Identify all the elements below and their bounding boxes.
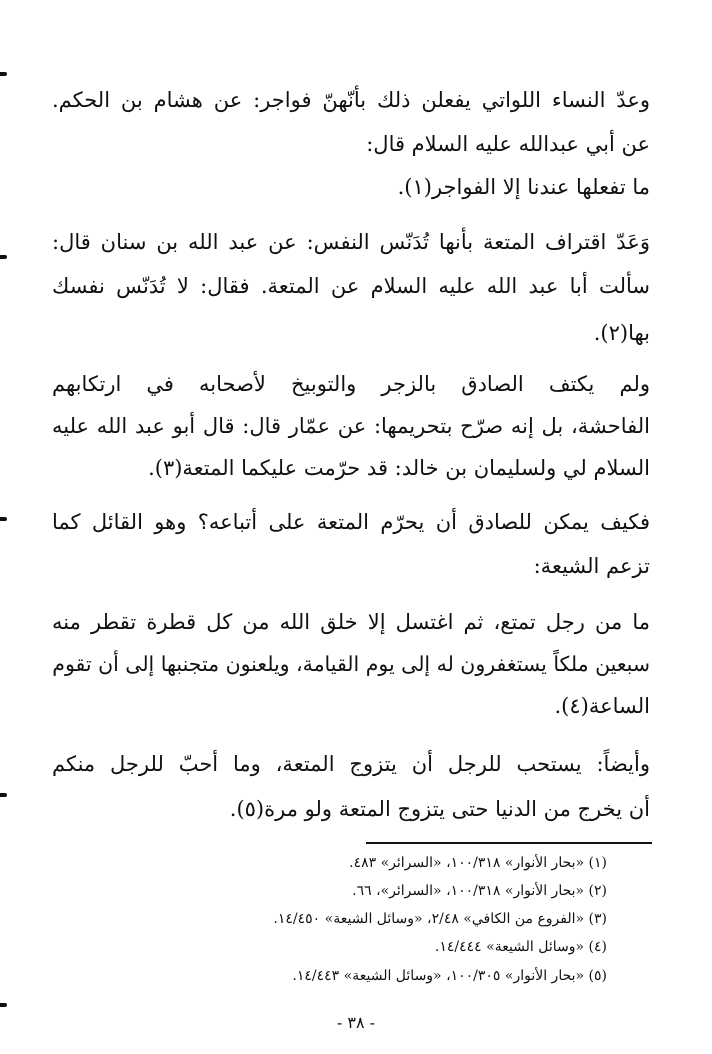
body-line: ما من رجل تمتع، ثم اغتسل إلا خلق الله من كل قطرة تقطر منه xyxy=(52,610,650,634)
body-line: سبعين ملكاً يستغفرون له إلى يوم القيامة، ويلعنون متجنبها إلى أن تقوم xyxy=(52,652,650,676)
edge-mark xyxy=(0,72,7,76)
edge-mark xyxy=(0,517,7,521)
footnote: (٤) «وسائل الشيعة» ١٤/٤٤٤. xyxy=(434,939,607,955)
footnote: (٣) «الفروع من الكافي» ٢/٤٨، «وسائل الشيعة» ١٤/٤٥٠. xyxy=(273,911,607,927)
body-line: أن يخرج من الدنيا حتى يتزوج المتعة ولو مرة(٥). xyxy=(229,797,650,821)
body-line: الساعة(٤). xyxy=(554,694,650,718)
footnote: (٥) «بحار الأنوار» ١٠٠/٣٠٥، «وسائل الشيعة» ١٤/٤٤٣. xyxy=(292,968,607,984)
body-line: سألت أبا عبد الله عليه السلام عن المتعة. فقال: لا تُدَنّس نفسك xyxy=(52,274,650,298)
body-line: وأيضاً: يستحب للرجل أن يتزوج المتعة، وما أحبّ للرجل منكم xyxy=(52,752,650,776)
body-line: وعدّ النساء اللواتي يفعلن ذلك بأنّهنّ فواجر: عن هشام بن الحكم. xyxy=(52,88,650,112)
body-line: تزعم الشيعة: xyxy=(533,554,650,578)
body-line: فكيف يمكن للصادق أن يحرّم المتعة على أتباعه؟ وهو القائل كما xyxy=(51,510,650,534)
edge-mark xyxy=(0,255,7,259)
body-line: وَعَدّ اقتراف المتعة بأنها تُدَنّس النفس: عن عبد الله بن سنان قال: xyxy=(52,230,650,254)
body-line: السلام لي ولسليمان بن خالد: قد حرّمت عليكما المتعة(٣). xyxy=(148,456,650,480)
footnote: (١) «بحار الأنوار» ١٠٠/٣١٨، «السرائر» ٤٨٣. xyxy=(349,855,607,871)
body-line: بها(٢). xyxy=(593,321,650,345)
body-line: الفاحشة، بل إنه صرّح بتحريمها: عن عمّار قال: قال أبو عبد الله عليه xyxy=(52,414,650,438)
footnote: (٢) «بحار الأنوار» ١٠٠/٣١٨، «السرائر»، ٦٦. xyxy=(352,883,607,899)
body-line: عن أبي عبدالله عليه السلام قال: xyxy=(366,132,650,156)
footnote-divider xyxy=(366,842,652,844)
body-line: ما تفعلها عندنا إلا الفواجر(١). xyxy=(397,175,650,199)
edge-mark xyxy=(0,793,7,797)
page-number: - ٣٨ - xyxy=(336,1013,376,1032)
edge-mark xyxy=(0,1003,7,1007)
body-line: ولم يكتف الصادق بالزجر والتوبيخ لأصحابه في ارتكابهم xyxy=(52,372,650,396)
